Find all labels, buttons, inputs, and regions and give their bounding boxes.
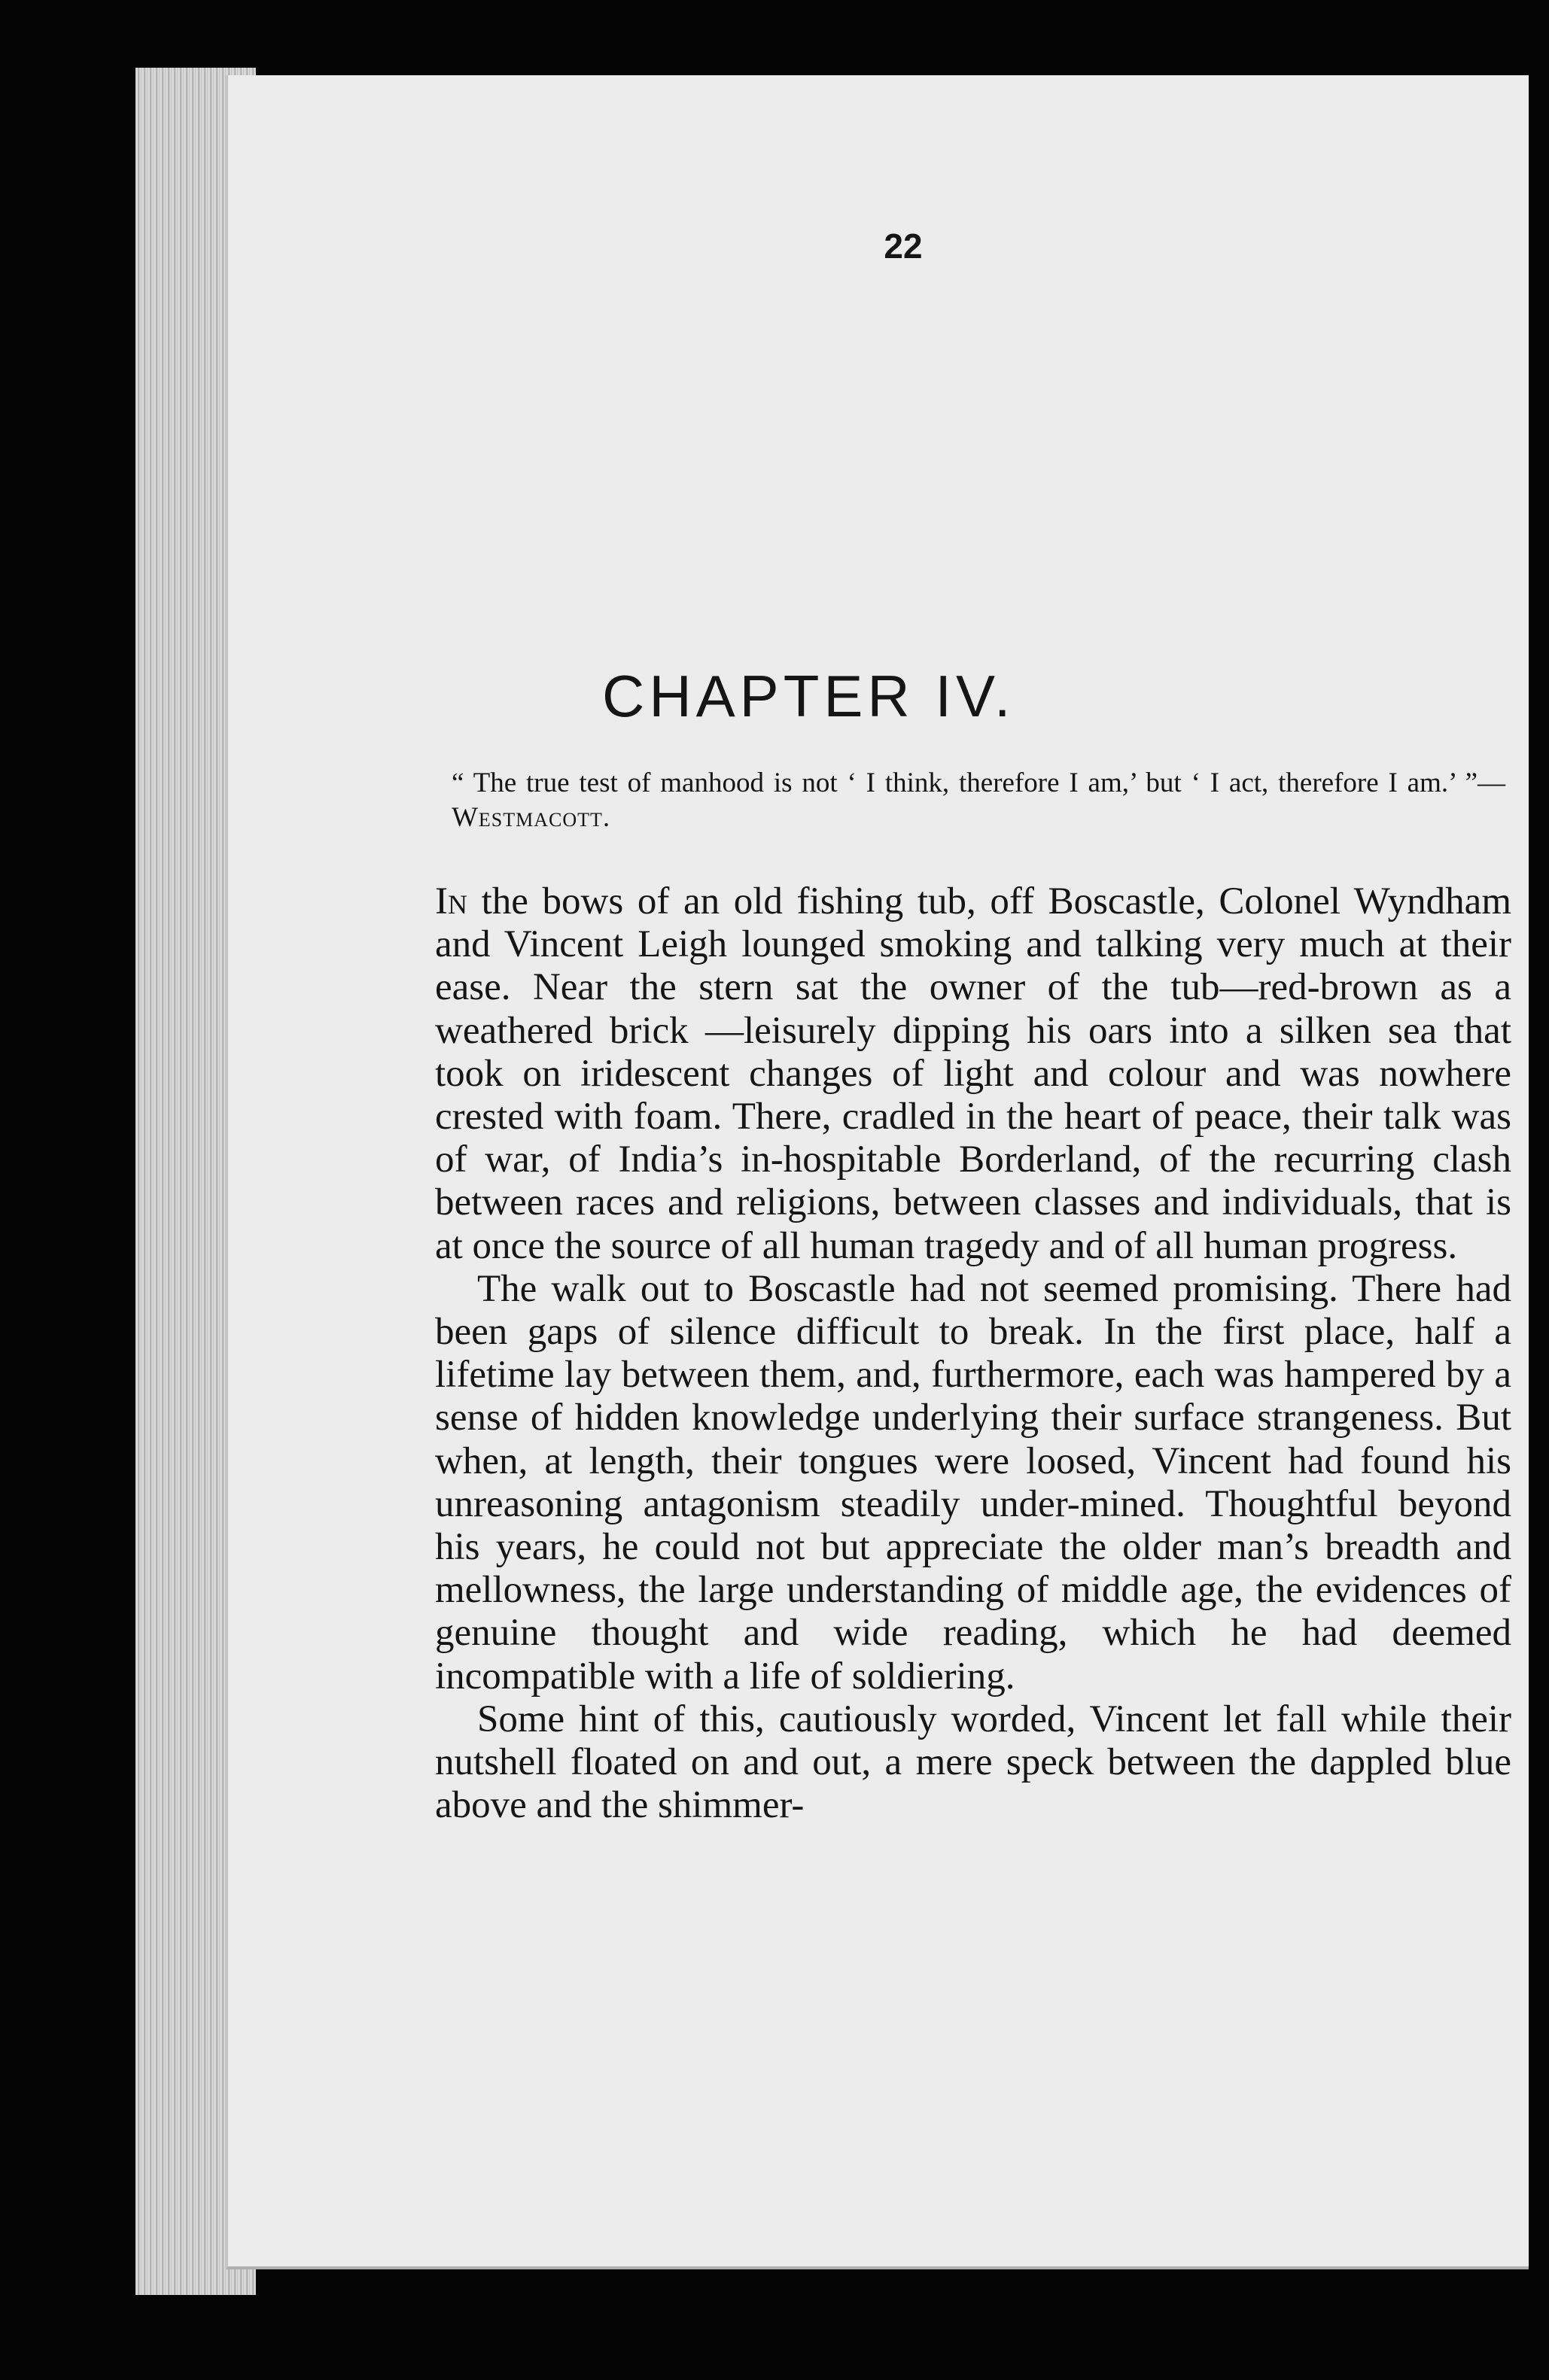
body-text (435, 880, 1511, 1827)
paragraph-2: The walk out to Boscastle had not seemed promising. There had been gaps of silence difficult to break. In the first place, half a lifetime lay between them, and, furthermore, each was hampered by a sense of hidden knowledge underlying their surface strangeness. But when, at length, their tongues were loosed, Vincent had found his unreasoning antagonism steadily under-mined. Thoughtful beyond his years, he could not but appreciate the older man’s breadth and mellowness, the large understanding of middle age, the evidences of genuine thought and wide reading, which he had deemed incompatible with a life of soldiering. (435, 1267, 1511, 1698)
paragraph-1 (435, 880, 1511, 1268)
epigraph-quote: “ The true test of manhood is not ‘ I think, therefore I am,’ but ‘ I act, therefore I am.’ ”— (452, 767, 1505, 798)
paragraph-3: Some hint of this, cautiously worded, Vincent let fall while their nutshell floated on and out, a mere speck between the dappled blue above and the shimmer- (435, 1698, 1511, 1827)
page-number: 22 (884, 226, 923, 266)
paragraph-lead-word: In (435, 880, 467, 923)
epigraph-author: Westmacott. (452, 802, 611, 833)
paragraph-1-text: the bows of an old fishing tub, off Boscastle, Colonel Wyndham and Vincent Leigh lounged smoking and talking very much at their ease. Near the stern sat the owner of the tub—red-brown as a weathered brick —leisurely dipping his oars into a silken sea that took on iridescent changes of light and colour and was nowhere crested with foam. There, cradled in the heart of peace, their talk was of war, of India’s in-hospitable Borderland, of the recurring clash between races and religions, between classes and individuals, that is at once the source of all human tragedy and of all human progress. (435, 880, 1511, 1267)
chapter-title: CHAPTER IV. (602, 663, 1015, 729)
epigraph (452, 766, 1505, 835)
